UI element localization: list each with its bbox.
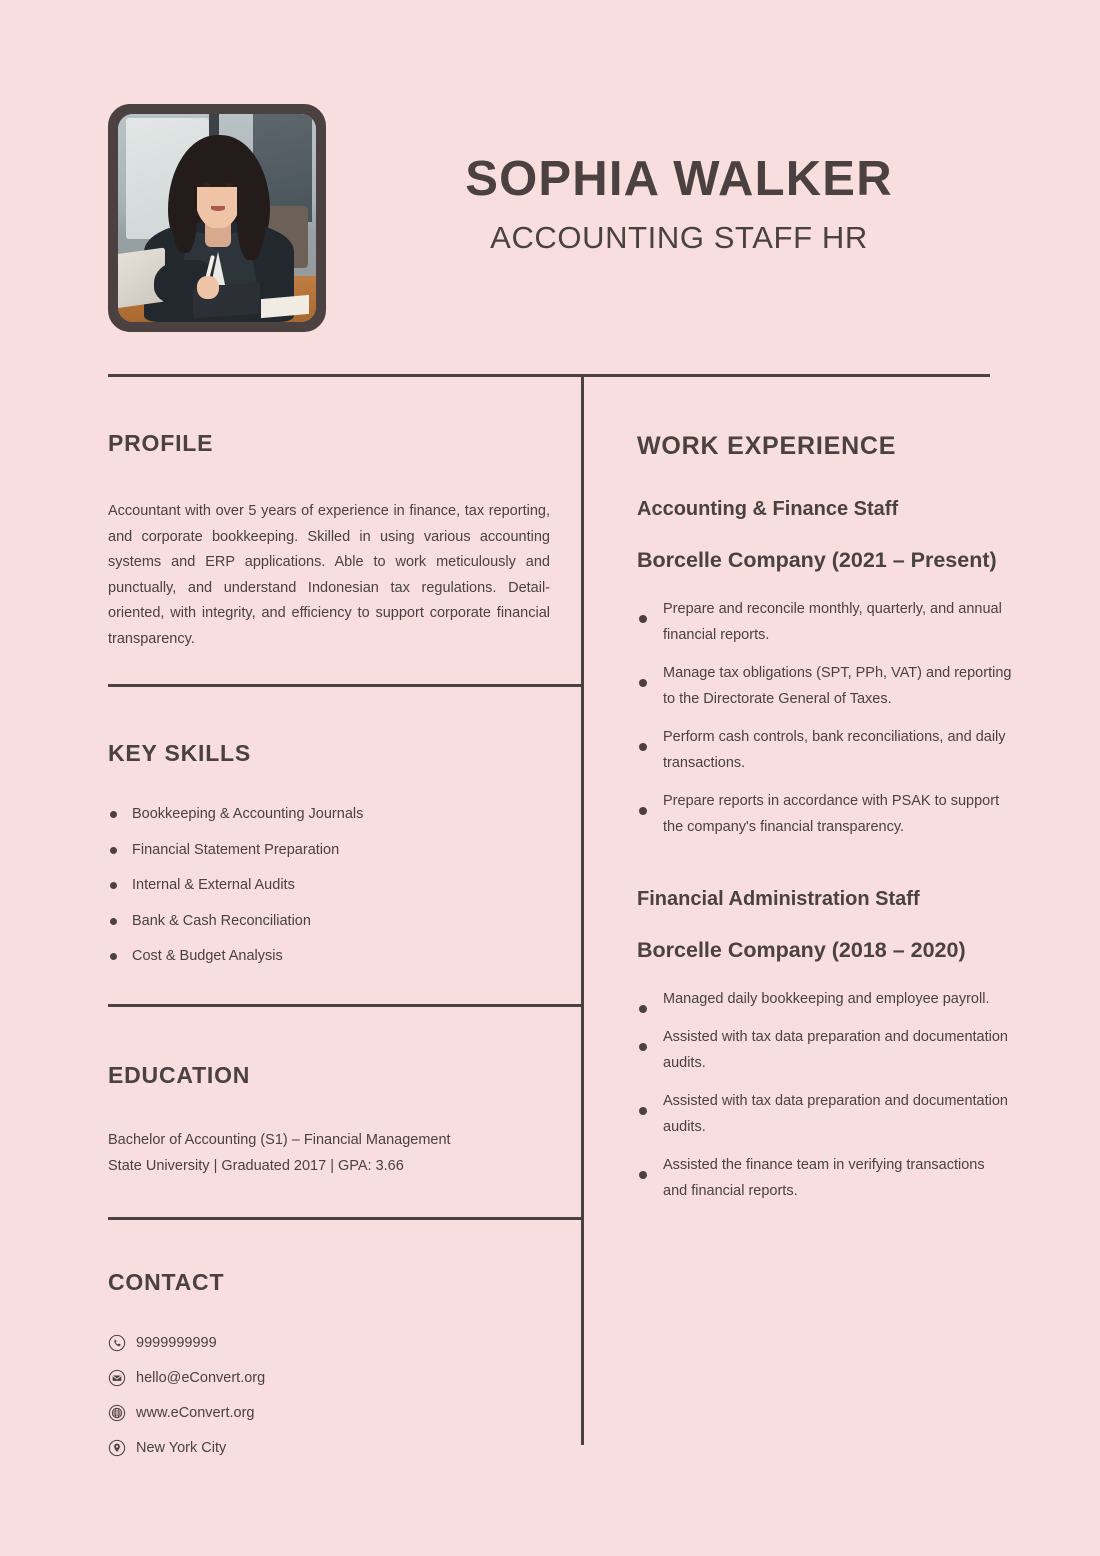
list-item: Prepare reports in accordance with PSAK to support the company's financial transparency.: [637, 788, 1012, 840]
location-icon: [108, 1439, 126, 1457]
list-item: Internal & External Audits: [108, 876, 564, 894]
job-company: Borcelle Company (2018 – 2020): [637, 937, 966, 962]
education-degree: Bachelor of Accounting (S1) – Financial Management: [108, 1132, 451, 1148]
contact-list: [108, 1334, 564, 1457]
profile-body: Accountant with over 5 years of experience in finance, tax reporting, and corporate bookkeeping. Skilled in using various accounting systems and ERP applications. Able to work meticulously and punctually, and understand Indonesian tax regulations. Detail-oriented, with integrity, and efficiency to support corporate financial transparency.: [108, 503, 550, 647]
phone-icon: [108, 1334, 126, 1352]
contact-item-website[interactable]: [108, 1404, 564, 1422]
job-duties-list: [637, 596, 1012, 840]
job-role: Financial Administration Staff: [637, 887, 920, 910]
header-divider: [108, 374, 990, 377]
contact-value: hello@eConvert.org: [136, 1370, 266, 1386]
job-entry: [637, 497, 1012, 840]
list-item: Assisted with tax data preparation and documentation audits.: [637, 1024, 1012, 1076]
contact-section: [108, 1269, 564, 1474]
key-skills-section: [108, 740, 564, 983]
list-item: Assisted the finance team in verifying transactions and financial reports.: [637, 1152, 1012, 1204]
contact-value: 9999999999: [136, 1335, 217, 1351]
list-item: Assisted with tax data preparation and documentation audits.: [637, 1088, 1012, 1140]
photo-hair-side-left: [171, 160, 197, 254]
profile-skills-divider: [108, 684, 584, 687]
photo-mouth: [211, 206, 225, 211]
list-item: Manage tax obligations (SPT, PPh, VAT) and reporting to the Directorate General of Taxes.: [637, 660, 1012, 712]
list-item: Bank & Cash Reconciliation: [108, 912, 564, 930]
column-divider: [581, 376, 584, 1445]
contact-item-phone[interactable]: [108, 1334, 564, 1352]
website-icon: [108, 1404, 126, 1422]
name-block: [368, 152, 990, 255]
contact-heading: CONTACT: [108, 1269, 225, 1295]
list-item: Perform cash controls, bank reconciliations, and daily transactions.: [637, 724, 1012, 776]
profile-heading: PROFILE: [108, 430, 214, 456]
education-heading: EDUCATION: [108, 1062, 251, 1088]
list-item: Prepare and reconcile monthly, quarterly, and annual financial reports.: [637, 596, 1012, 648]
contact-item-location[interactable]: [108, 1439, 564, 1457]
education-section: [108, 1062, 564, 1179]
key-skills-list: [108, 805, 564, 965]
key-skills-heading: KEY SKILLS: [108, 740, 252, 766]
photo-eye-right: [225, 183, 233, 188]
work-experience-section: [637, 432, 1012, 1216]
contact-value: www.eConvert.org: [136, 1405, 255, 1421]
profile-section: [108, 430, 564, 652]
email-icon: [108, 1369, 126, 1387]
profile-photo: [118, 114, 316, 322]
list-item: Financial Statement Preparation: [108, 841, 564, 859]
list-item: Managed daily bookkeeping and employee payroll.: [637, 986, 1012, 1012]
education-details: State University | Graduated 2017 | GPA: 3.66: [108, 1158, 404, 1174]
contact-value: New York City: [136, 1440, 227, 1456]
candidate-job-title: ACCOUNTING STAFF HR: [490, 219, 868, 255]
job-entry: [637, 887, 1012, 1204]
job-duties-list: [637, 986, 1012, 1204]
photo-hand: [197, 276, 219, 299]
skills-education-divider: [108, 1004, 584, 1007]
list-item: Bookkeeping & Accounting Journals: [108, 805, 564, 823]
job-role: Accounting & Finance Staff: [637, 498, 899, 520]
education-contact-divider: [108, 1217, 584, 1220]
work-experience-heading: WORK EXPERIENCE: [637, 432, 897, 460]
resume-header: [108, 104, 990, 336]
profile-photo-frame: [108, 104, 326, 332]
list-item: Cost & Budget Analysis: [108, 947, 564, 965]
job-company: Borcelle Company (2021 – Present): [637, 548, 997, 572]
candidate-name: SOPHIA WALKER: [465, 152, 893, 206]
contact-item-email[interactable]: [108, 1369, 564, 1387]
